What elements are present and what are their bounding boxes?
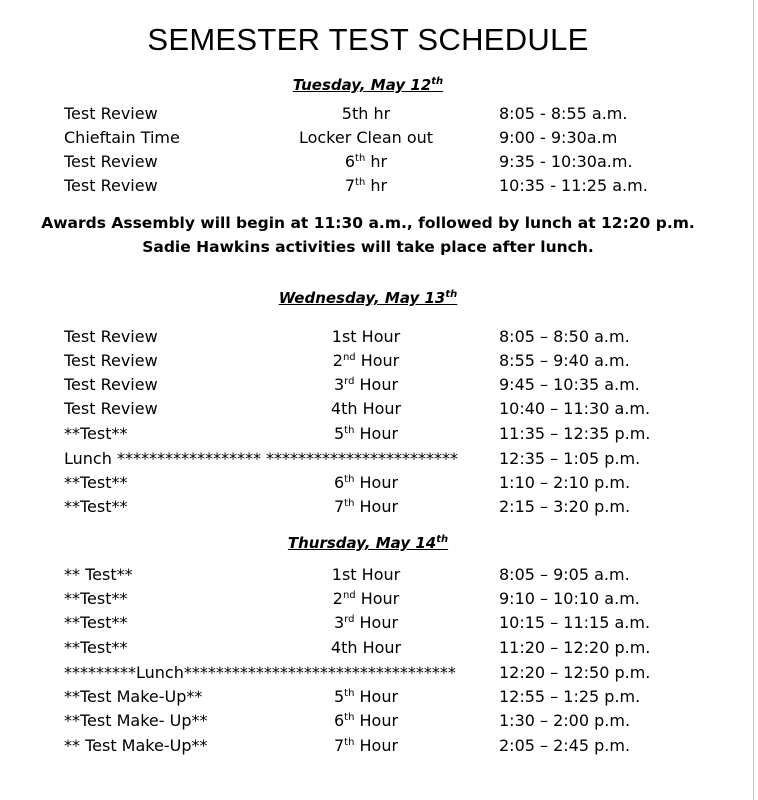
wednesday-heading-text: Wednesday, May 13 xyxy=(278,289,446,307)
table-row xyxy=(0,375,758,399)
time-cell: 11:20 – 12:20 p.m. xyxy=(499,638,651,657)
table-row xyxy=(0,104,758,128)
table-row xyxy=(0,687,758,711)
activity-cell: ** Test** xyxy=(64,565,133,584)
awards-assembly-note: Awards Assembly will begin at 11:30 a.m., followed by lunch at 12:20 p.m. xyxy=(41,214,695,232)
table-row xyxy=(0,736,758,760)
period-unit: Hour xyxy=(354,497,399,516)
period-unit: Hour xyxy=(354,424,399,443)
period-suffix: th xyxy=(344,474,355,485)
tuesday-heading-text: Tuesday, May 12 xyxy=(292,76,432,94)
sadie-hawkins-note: Sadie Hawkins activities will take place after lunch. xyxy=(142,238,594,256)
period-cell: 1st Hour xyxy=(331,565,401,584)
period-cell: 1st Hour xyxy=(331,327,401,346)
thursday-heading-text: Thursday, May 14 xyxy=(287,534,437,552)
period-cell xyxy=(334,473,398,492)
period-number: 7 xyxy=(344,176,356,195)
activity-cell: Test Review xyxy=(64,104,158,123)
period-unit: Hour xyxy=(354,613,399,632)
time-cell: 8:55 – 9:40 a.m. xyxy=(499,351,630,370)
activity-cell: Lunch ****************** ************************ xyxy=(64,449,459,468)
period-cell: 4th Hour xyxy=(330,399,402,418)
period-cell: 4th Hour xyxy=(330,638,402,657)
period-cell xyxy=(345,176,387,195)
period-suffix: th xyxy=(344,688,355,699)
tuesday-heading xyxy=(0,76,736,94)
table-row xyxy=(0,176,758,200)
period-cell xyxy=(333,589,400,608)
period-unit: Hour xyxy=(354,711,399,730)
period-suffix: rd xyxy=(344,614,355,625)
activity-cell: **Test Make-Up** xyxy=(64,687,203,706)
activity-cell: Test Review xyxy=(64,152,158,171)
time-cell: 8:05 - 8:55 a.m. xyxy=(499,104,628,123)
period-unit: hr xyxy=(365,176,388,195)
activity-cell: *********Lunch********************************** xyxy=(64,663,456,682)
table-row xyxy=(0,327,758,351)
period-suffix: rd xyxy=(344,376,355,387)
table-row xyxy=(0,565,758,589)
period-cell xyxy=(334,736,398,755)
period-unit: Hour xyxy=(354,687,399,706)
time-cell: 9:35 - 10:30a.m. xyxy=(499,152,633,171)
period-number: 6 xyxy=(333,711,345,730)
period-unit: Hour xyxy=(355,589,400,608)
activity-cell: Test Review xyxy=(64,176,158,195)
time-cell: 1:10 – 2:10 p.m. xyxy=(499,473,631,492)
period-unit: Hour xyxy=(354,473,399,492)
period-cell xyxy=(334,424,398,443)
time-cell: 2:15 – 3:20 p.m. xyxy=(499,497,631,516)
period-suffix: th xyxy=(344,712,355,723)
period-number: 6 xyxy=(333,473,345,492)
table-row xyxy=(0,589,758,613)
period-cell xyxy=(334,687,398,706)
period-number: 5 xyxy=(333,687,345,706)
table-row xyxy=(0,711,758,735)
period-number: 3 xyxy=(333,375,345,394)
period-number: 7 xyxy=(333,736,345,755)
activity-cell: **Test** xyxy=(64,589,128,608)
period-cell xyxy=(345,152,387,171)
period-cell: Locker Clean out xyxy=(298,128,434,147)
wednesday-heading-sup: th xyxy=(445,289,458,300)
period-suffix: th xyxy=(355,153,366,164)
period-suffix: th xyxy=(344,498,355,509)
time-cell: 9:10 – 10:10 a.m. xyxy=(499,589,640,608)
period-number: 2 xyxy=(332,351,343,370)
period-number: 2 xyxy=(332,589,343,608)
period-suffix: th xyxy=(344,737,355,748)
period-suffix: th xyxy=(355,177,366,188)
period-cell xyxy=(333,351,400,370)
activity-cell: **Test** xyxy=(64,497,128,516)
time-cell: 1:30 – 2:00 p.m. xyxy=(499,711,631,730)
activity-cell: **Test** xyxy=(64,613,128,632)
time-cell: 9:45 – 10:35 a.m. xyxy=(499,375,640,394)
activity-cell: Test Review xyxy=(64,351,158,370)
table-row xyxy=(0,399,758,423)
activity-cell: **Test Make- Up** xyxy=(64,711,208,730)
activity-cell: ** Test Make-Up** xyxy=(64,736,208,755)
page-title: SEMESTER TEST SCHEDULE xyxy=(147,22,589,57)
period-unit: Hour xyxy=(355,351,400,370)
time-cell: 2:05 – 2:45 p.m. xyxy=(499,736,631,755)
table-row xyxy=(0,473,758,497)
period-cell xyxy=(334,613,398,632)
activity-cell: Test Review xyxy=(64,327,158,346)
table-row xyxy=(0,351,758,375)
table-row xyxy=(0,449,758,473)
period-number: 7 xyxy=(333,497,345,516)
period-unit: hr xyxy=(365,152,388,171)
time-cell: 10:15 – 11:15 a.m. xyxy=(499,613,651,632)
period-number: 6 xyxy=(344,152,356,171)
time-cell: 8:05 – 9:05 a.m. xyxy=(499,565,630,584)
tuesday-heading-sup: th xyxy=(431,76,444,87)
time-cell: 12:55 – 1:25 p.m. xyxy=(499,687,641,706)
activity-cell: **Test** xyxy=(64,638,128,657)
activity-cell: Test Review xyxy=(64,375,158,394)
table-row xyxy=(0,663,758,687)
time-cell: 12:35 – 1:05 p.m. xyxy=(499,449,641,468)
time-cell: 12:20 – 12:50 p.m. xyxy=(499,663,651,682)
activity-cell: **Test** xyxy=(64,424,128,443)
period-suffix: nd xyxy=(342,352,356,363)
period-cell xyxy=(334,711,398,730)
time-cell: 11:35 – 12:35 p.m. xyxy=(499,424,651,443)
thursday-heading xyxy=(0,534,736,552)
period-number: 3 xyxy=(333,613,345,632)
time-cell: 9:00 - 9:30a.m xyxy=(499,128,618,147)
table-row xyxy=(0,613,758,637)
period-cell xyxy=(334,375,398,394)
time-cell: 10:35 - 11:25 a.m. xyxy=(499,176,648,195)
period-unit: Hour xyxy=(354,736,399,755)
period-unit: Hour xyxy=(354,375,399,394)
activity-cell: **Test** xyxy=(64,473,128,492)
thursday-heading-sup: th xyxy=(436,534,449,545)
period-number: 5 xyxy=(333,424,345,443)
table-row xyxy=(0,152,758,176)
wednesday-heading xyxy=(0,289,736,307)
period-cell xyxy=(334,497,398,516)
period-cell: 5th hr xyxy=(341,104,391,123)
activity-cell: Chieftain Time xyxy=(64,128,180,147)
table-row xyxy=(0,638,758,662)
table-row xyxy=(0,424,758,448)
period-suffix: nd xyxy=(342,590,356,601)
time-cell: 8:05 – 8:50 a.m. xyxy=(499,327,630,346)
activity-cell: Test Review xyxy=(64,399,158,418)
period-suffix: th xyxy=(344,425,355,436)
table-row xyxy=(0,128,758,152)
time-cell: 10:40 – 11:30 a.m. xyxy=(499,399,651,418)
table-row xyxy=(0,497,758,521)
